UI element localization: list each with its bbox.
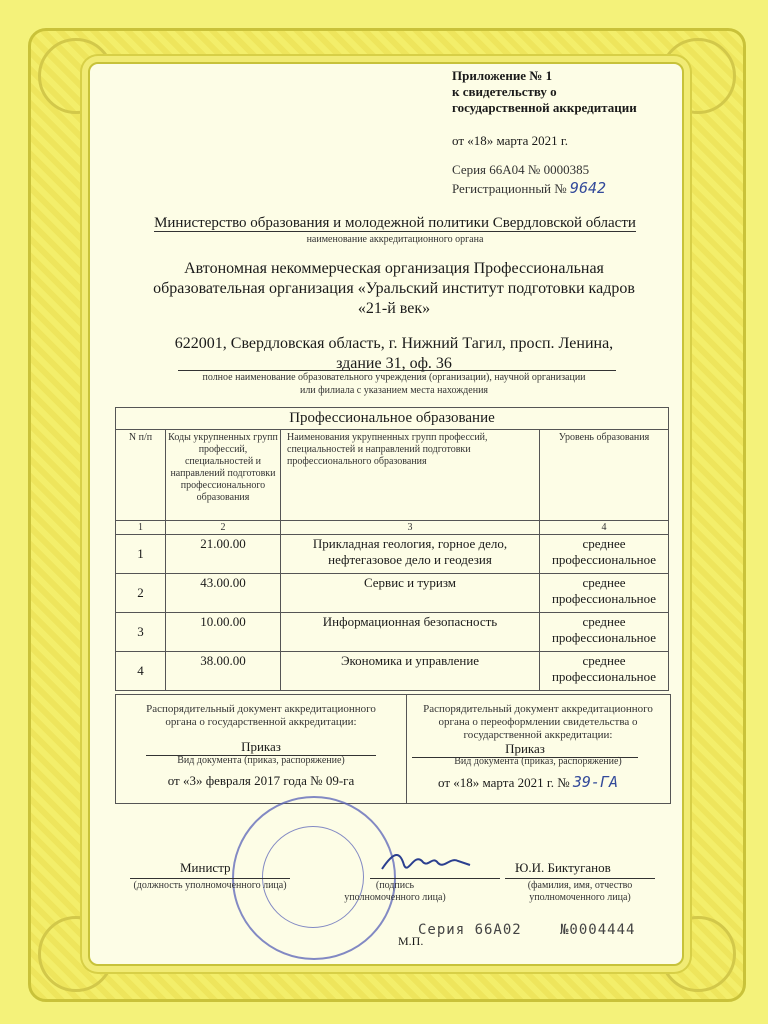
column-number: 4 — [540, 521, 669, 535]
signature-underline — [370, 878, 500, 879]
row-name: Экономика и управление — [281, 652, 540, 691]
header-codes: Коды укрупненных групп профессий, специальностей и направлений подготовки профессионального образования — [166, 430, 281, 521]
row-number: 2 — [116, 574, 166, 613]
row-number: 4 — [116, 652, 166, 691]
ministry-caption: наименование аккредитационного органа — [306, 234, 484, 245]
column-number: 1 — [116, 521, 166, 535]
row-code: 43.00.00 — [166, 574, 281, 613]
table-title-row — [116, 408, 669, 430]
registration-label: Регистрационный № — [452, 181, 567, 196]
table-row — [116, 535, 669, 574]
registration-number — [452, 179, 606, 197]
row-name: Сервис и туризм — [281, 574, 540, 613]
row-name: Информационная безопасность — [281, 613, 540, 652]
right-doc-type: Приказ — [412, 741, 638, 758]
right-doc-caption: Вид документа (приказ, распоряжение) — [454, 756, 622, 767]
seal-place-label: М.П. — [398, 934, 424, 948]
left-doc-heading: Распорядительный документ аккредитационного органа о государственной аккредитации: — [146, 703, 376, 728]
signatory-name: Ю.И. Биктуганов — [515, 860, 611, 875]
appendix-date: от «18» марта 2021 г. — [452, 133, 568, 148]
header-names: Наименования укрупненных групп профессий, специальностей и направлений подготовки профессионального образования — [281, 430, 540, 521]
column-number: 3 — [281, 521, 540, 535]
name-underline — [505, 878, 655, 879]
column-number: 2 — [166, 521, 281, 535]
order-handwritten-number: 39-ГА — [572, 773, 619, 791]
appendix-series: Серия 66А04 № 0000385 — [452, 162, 590, 177]
appendix-line2: к свидетельству о — [452, 84, 557, 99]
name-caption: (фамилия, имя, отчество уполномоченного лица) — [527, 880, 633, 903]
table-title: Профессиональное образование — [116, 408, 669, 430]
row-level: среднее профессиональное — [540, 535, 669, 574]
organization-name: Автономная некоммерческая организация Профессиональная образовательная организация «Уральский институт подготовки кадров «21-й век» — [153, 260, 635, 317]
signature-icon — [378, 845, 473, 877]
ministry-name: Министерство образования и молодежной политики Свердловской области — [154, 215, 636, 231]
left-doc-caption: Вид документа (приказ, распоряжение) — [177, 755, 345, 766]
coat-of-arms-icon — [262, 826, 364, 928]
form-series: Серия 66А02 — [418, 922, 522, 938]
documents-box — [115, 694, 671, 804]
table-header-row — [116, 430, 669, 521]
signature-caption: (подпись уполномоченного лица) — [344, 880, 446, 903]
row-number: 3 — [116, 613, 166, 652]
appendix-line1: Приложение № 1 — [452, 68, 553, 83]
row-level: среднее профессиональное — [540, 652, 669, 691]
right-doc-details: от «18» марта 2021 г. № 39-ГА — [438, 773, 619, 791]
programs-table — [115, 407, 669, 691]
appendix-header — [452, 68, 637, 116]
header-level: Уровень образования — [540, 430, 669, 521]
right-doc-heading: Распорядительный документ аккредитационного органа о переоформлении свидетельства о государственной аккредитации: — [423, 703, 653, 741]
position-caption: (должность уполномоченного лица) — [133, 880, 287, 891]
left-doc-details: от «3» февраля 2017 года № 09-га — [167, 773, 355, 788]
column-number-row — [116, 521, 669, 535]
organization-caption: полное наименование образовательного учреждения (организации), научной организации или филиала с указанием места нахождения — [202, 372, 586, 396]
row-level: среднее профессиональное — [540, 574, 669, 613]
row-code: 38.00.00 — [166, 652, 281, 691]
table-row — [116, 613, 669, 652]
row-number: 1 — [116, 535, 166, 574]
row-level: среднее профессиональное — [540, 613, 669, 652]
header-num: N п/п — [116, 430, 166, 521]
appendix-line3: государственной аккредитации — [452, 100, 637, 115]
row-code: 10.00.00 — [166, 613, 281, 652]
signatory-position: Министр — [180, 860, 231, 875]
table-row — [116, 652, 669, 691]
table-row — [116, 574, 669, 613]
registration-handwritten: 9642 — [569, 179, 607, 197]
organization-address: 622001, Свердловская область, г. Нижний Тагил, просп. Ленина, здание 31, оф. 36 — [174, 335, 614, 372]
left-doc-type: Приказ — [146, 739, 376, 756]
position-underline — [130, 878, 290, 879]
form-number: №0004444 — [560, 922, 636, 938]
row-code: 21.00.00 — [166, 535, 281, 574]
row-name: Прикладная геология, горное дело, нефтегазовое дело и геодезия — [281, 535, 540, 574]
